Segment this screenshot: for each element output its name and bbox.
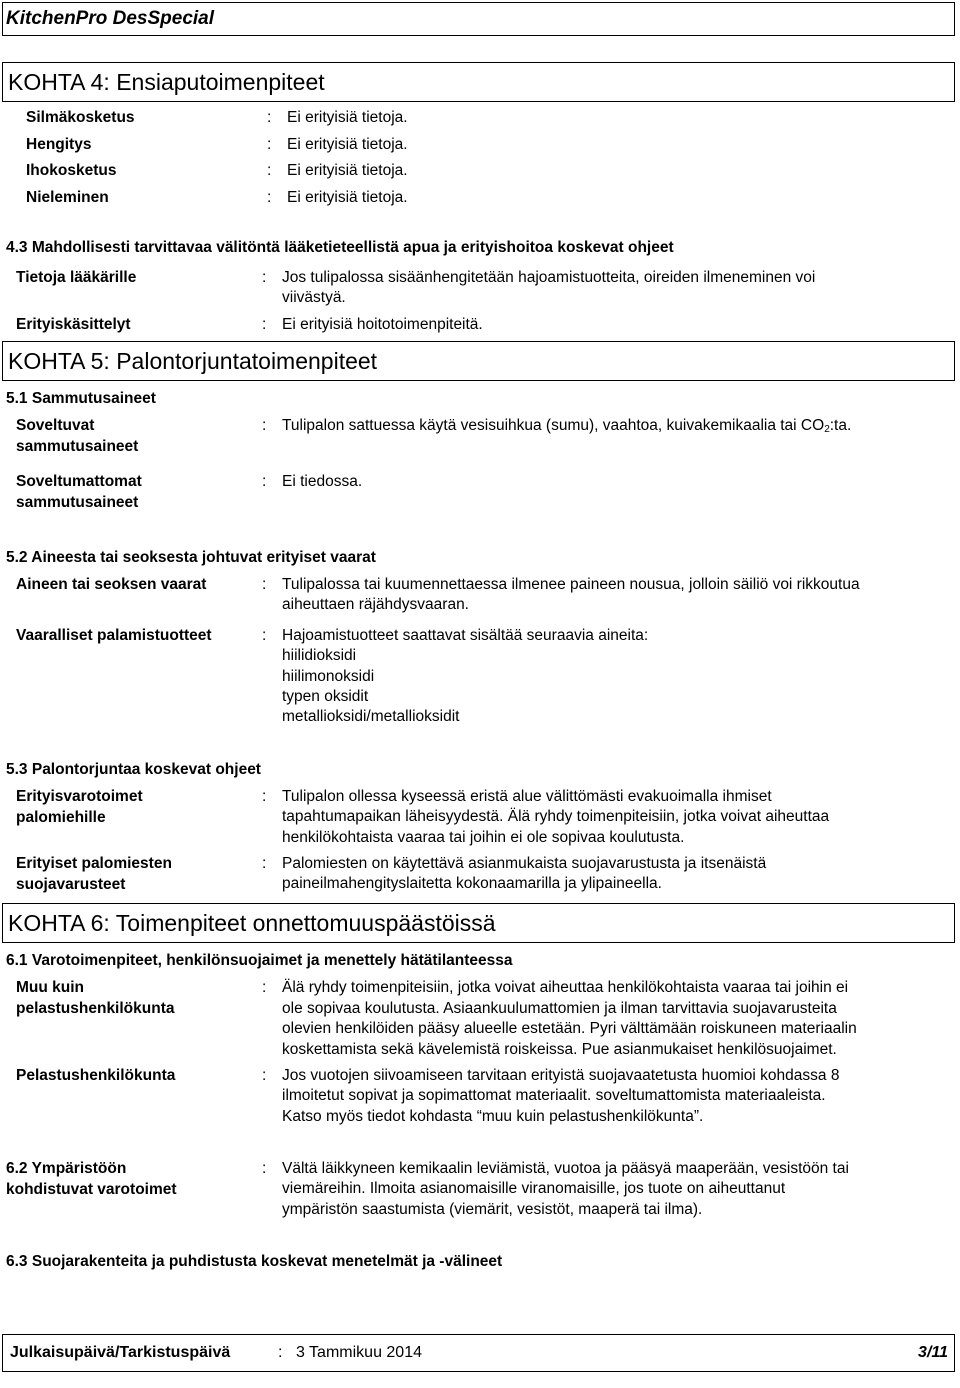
colon: : <box>262 788 267 805</box>
footer-date-label: Julkaisupäivä/Tarkistuspäivä <box>10 1344 231 1361</box>
protective-equipment-line-2: paineilmahengityslaitetta kokonaamarilla ja ylipaineella. <box>282 875 662 892</box>
suitable-media-suffix: :ta. <box>829 417 852 434</box>
hazards-line-2: aiheuttaen räjähdysvaaran. <box>282 596 469 613</box>
colon: : <box>262 855 267 872</box>
colon: : <box>262 417 267 434</box>
combustion-products-label: Vaaralliset palamistuotteet <box>16 627 212 644</box>
non-emergency-line-3: olevien henkilöiden pääsy alueelle estetään. Pyri välttämään roiskuneen materiaalin <box>282 1020 857 1037</box>
combustion-products-line-5: metallioksidi/metallioksidit <box>282 708 460 725</box>
environmental-precautions-line-1: Vältä läikkyneen kemikaalin leviämistä, vuotoa ja pääsyä maaperään, vesistöön tai <box>282 1160 849 1177</box>
colon: : <box>262 979 267 996</box>
section-5-title: KOHTA 5: Palontorjuntatoimenpiteet <box>8 348 378 374</box>
subsection-4-3-heading: 4.3 Mahdollisesti tarvittavaa välitöntä lääketieteellistä apua ja erityishoitoa koskevat ohjeet <box>6 239 674 256</box>
suitable-media-text: Tulipalon sattuessa käytä vesisuihkua (sumu), vaahtoa, kuivakemikaalia tai CO <box>282 417 825 434</box>
colon: : <box>262 473 267 490</box>
unsuitable-media-label-line-1: Soveltumattomat <box>16 473 142 490</box>
suitable-media-label-line-2: sammutusaineet <box>16 438 139 455</box>
non-emergency-label-line-2: pelastushenkilökunta <box>16 1000 175 1017</box>
colon: : <box>267 136 272 153</box>
unsuitable-media-value: Ei tiedossa. <box>282 473 363 490</box>
suitable-media-value <box>282 416 851 436</box>
colon: : <box>262 576 267 593</box>
colon: : <box>278 1344 283 1361</box>
non-emergency-label-line-1: Muu kuin <box>16 979 85 996</box>
page-number: 3/11 <box>918 1344 948 1361</box>
hazards-line-1: Tulipalossa tai kuumennettaessa ilmenee paineen nousua, jolloin säiliö voi rikkoutua <box>282 576 860 593</box>
section-4-title: KOHTA 4: Ensiaputoimenpiteet <box>8 69 325 95</box>
row-label-skin-contact: Ihokosketus <box>26 162 117 179</box>
co2-subscript: 2 <box>824 424 830 435</box>
suitable-media-label-line-1: Soveltuvat <box>16 417 95 434</box>
hazards-label: Aineen tai seoksen vaarat <box>16 576 207 593</box>
row-value-eye-contact: Ei erityisiä tietoja. <box>287 109 408 126</box>
colon: : <box>267 162 272 179</box>
unsuitable-media-label-line-2: sammutusaineet <box>16 494 139 511</box>
document-title: KitchenPro DesSpecial <box>6 8 215 29</box>
colon: : <box>267 189 272 206</box>
protective-equipment-label-line-2: suojavarusteet <box>16 876 126 893</box>
subsection-6-1-heading: 6.1 Varotoimenpiteet, henkilönsuojaimet ja menettely hätätilanteessa <box>6 952 513 969</box>
subsection-6-3-heading: 6.3 Suojarakenteita ja puhdistusta koskevat menetelmät ja -välineet <box>6 1253 503 1270</box>
row-value-ingestion: Ei erityisiä tietoja. <box>287 189 408 206</box>
non-emergency-line-2: ole sopivaa koulutusta. Asiaankuulumattomien ja ilman tarvittavia suojavarusteita <box>282 1000 837 1017</box>
emergency-responders-line-3: Katso myös tiedot kohdasta “muu kuin pelastushenkilökunta”. <box>282 1108 704 1125</box>
environmental-precautions-line-2: viemäreihin. Ilmoita asianomaisille viranomaisille, jos tuote on aiheuttanut <box>282 1180 786 1197</box>
row-value-skin-contact: Ei erityisiä tietoja. <box>287 162 408 179</box>
colon: : <box>262 316 267 333</box>
colon: : <box>262 269 267 286</box>
emergency-responders-line-1: Jos vuotojen siivoamiseen tarvitaan erityistä suojavaatetusta huomioi kohdassa 8 <box>282 1067 840 1084</box>
non-emergency-line-1: Älä ryhdy toimenpiteisiin, jotka voivat aiheuttaa henkilökohtaista vaaraa tai joihin ei <box>282 979 849 996</box>
subsection-5-2-heading: 5.2 Aineesta tai seoksesta johtuvat erityiset vaarat <box>6 549 376 566</box>
row-value-inhalation: Ei erityisiä tietoja. <box>287 136 408 153</box>
special-treatment-value: Ei erityisiä hoitotoimenpiteitä. <box>282 316 483 333</box>
colon: : <box>267 109 272 126</box>
combustion-products-line-4: typen oksidit <box>282 688 369 705</box>
row-label-eye-contact: Silmäkosketus <box>26 109 135 126</box>
combustion-products-line-3: hiilimonoksidi <box>282 668 375 685</box>
section-6-title: KOHTA 6: Toimenpiteet onnettomuuspäästöissä <box>8 910 496 936</box>
subsection-5-1-heading: 5.1 Sammutusaineet <box>6 390 156 407</box>
row-label-ingestion: Nieleminen <box>26 189 109 206</box>
firefighter-precautions-line-3: henkilökohtaista vaaraa tai joihin ei ole sopivaa koulutusta. <box>282 829 685 846</box>
colon: : <box>262 1067 267 1084</box>
combustion-products-line-1: Hajoamistuotteet saattavat sisältää seuraavia aineita: <box>282 627 649 644</box>
firefighter-precautions-label-line-2: palomiehille <box>16 809 106 826</box>
doctor-info-label: Tietoja lääkärille <box>16 269 137 286</box>
non-emergency-line-4: koskettamista sekä kävelemistä roiskeissa. Pue asianmukaiset henkilösuojaimet. <box>282 1041 837 1058</box>
environmental-precautions-label-line-2: kohdistuvat varotoimet <box>6 1181 177 1198</box>
colon: : <box>262 1160 267 1177</box>
doctor-info-line-2: viivästyä. <box>282 289 346 306</box>
protective-equipment-label-line-1: Erityiset palomiesten <box>16 855 172 872</box>
emergency-responders-label: Pelastushenkilökunta <box>16 1067 176 1084</box>
emergency-responders-line-2: ilmoitetut sopivat ja sopimattomat materiaalit. soveltumattomista materiaaleista. <box>282 1087 826 1104</box>
special-treatment-label: Erityiskäsittelyt <box>16 316 131 333</box>
footer-date-value: 3 Tammikuu 2014 <box>296 1344 422 1361</box>
row-label-inhalation: Hengitys <box>26 136 92 153</box>
environmental-precautions-label-line-1: 6.2 Ympäristöön <box>6 1160 127 1177</box>
environmental-precautions-line-3: ympäristön saastumista (viemärit, vesistöt, maaperä tai ilma). <box>282 1201 703 1218</box>
firefighter-precautions-label-line-1: Erityisvarotoimet <box>16 788 143 805</box>
firefighter-precautions-line-2: tapahtumapaikan läheisyydestä. Älä ryhdy toimenpiteisiin, jotka voivat aiheuttaa <box>282 808 830 825</box>
firefighter-precautions-line-1: Tulipalon ollessa kyseessä eristä alue välittömästi evakuoimalla ihmiset <box>282 788 772 805</box>
protective-equipment-line-1: Palomiesten on käytettävä asianmukaista suojavarustusta ja itsenäistä <box>282 855 767 872</box>
combustion-products-line-2: hiilidioksidi <box>282 647 357 664</box>
colon: : <box>262 627 267 644</box>
doctor-info-line-1: Jos tulipalossa sisäänhengitetään hajoamistuotteita, oireiden ilmeneminen voi <box>282 269 816 286</box>
subsection-5-3-heading: 5.3 Palontorjuntaa koskevat ohjeet <box>6 761 261 778</box>
